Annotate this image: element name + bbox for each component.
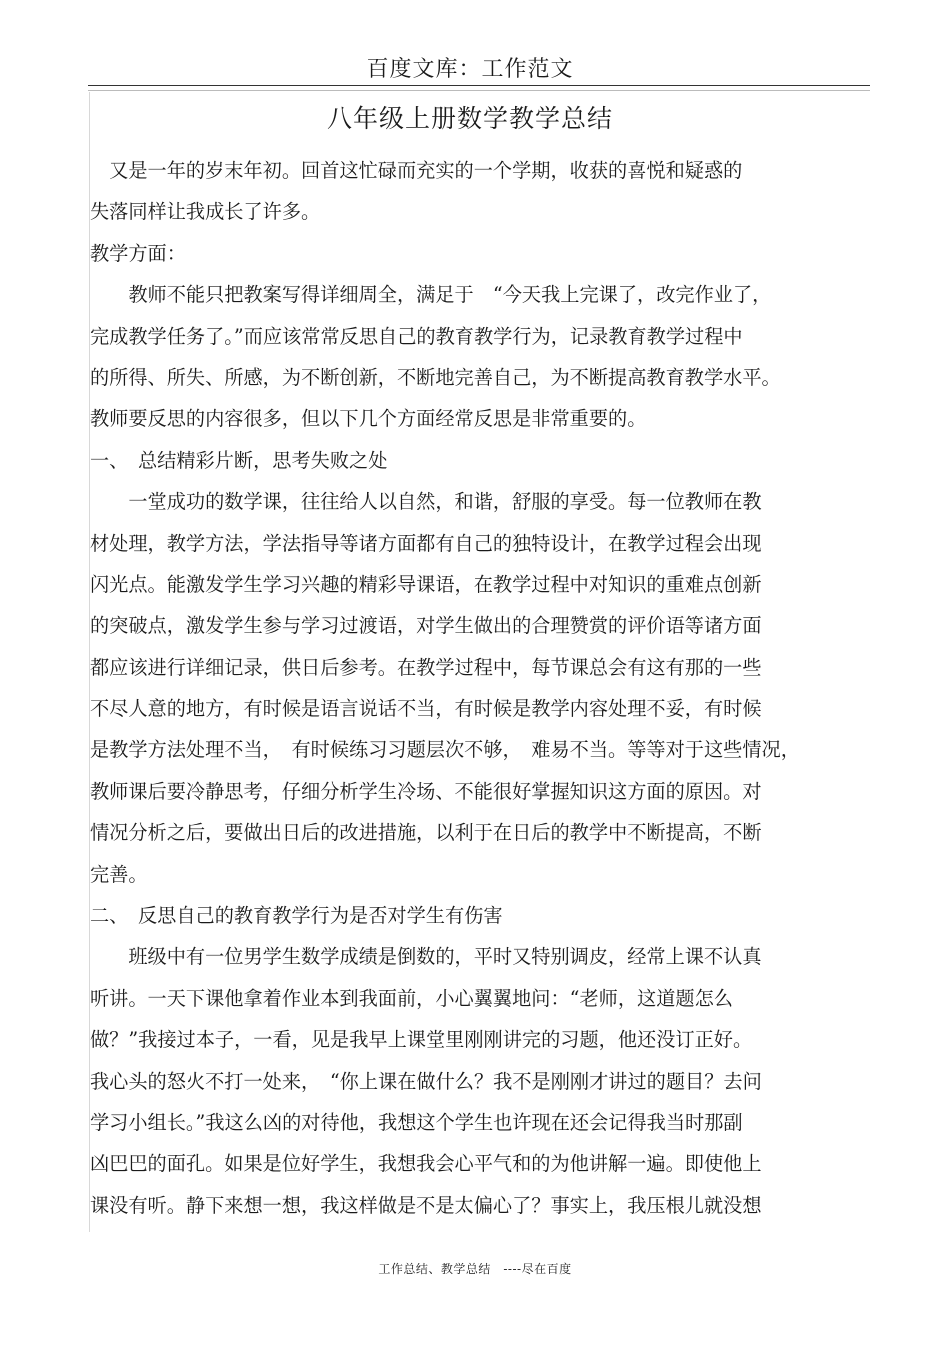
text-line: 做？”我接过本子，一看，见是我早上课堂里刚刚讲完的习题，他还没订正好。: [90, 1028, 753, 1052]
text-line: 凶巴巴的面孔。如果是位好学生，我想我会心平气和的为他讲解一遍。即使他上: [90, 1152, 762, 1176]
text-line: 不尽人意的地方，有时候是语言说话不当，有时候是教学内容处理不妥，有时候: [90, 697, 762, 721]
text-line: 的所得、所失、所感，为不断创新，不断地完善自己，为不断提高教育教学水平。: [90, 365, 781, 389]
text-line: 我心头的怒火不打一处来， “你上课在做什么？我不是刚刚才讲过的题目？去问: [90, 1069, 762, 1093]
text-line: 又是一年的岁末年初。回首这忙碌而充实的一个学期，收获的喜悦和疑惑的: [90, 159, 743, 182]
section-heading: 一、 总结精彩片断，思考失败之处: [90, 448, 388, 472]
page-header: 百度文库：工作范文: [366, 57, 574, 82]
text-line: 闪光点。能激发学生学习兴趣的精彩导课语，在教学过程中对知识的重难点创新: [90, 572, 762, 596]
section-heading: 二、 反思自己的教育教学行为是否对学生有伤害: [90, 904, 503, 928]
text-line: 教师课后要冷静思考，仔细分析学生冷场、不能很好掌握知识这方面的原因。对: [90, 779, 762, 803]
header-rule: [88, 85, 870, 86]
text-line: 的突破点，激发学生参与学习过渡语，对学生做出的合理赞赏的评价语等诸方面: [90, 614, 762, 638]
page-footer: 工作总结、教学总结 ----尽在百度: [378, 1262, 572, 1276]
section-label: 教学方面：: [90, 241, 186, 265]
text-line: 都应该进行详细记录，供日后参考。在教学过程中，每节课总会有这有那的一些: [90, 655, 762, 679]
text-line: 课没有听。静下来想一想，我这样做是不是太偏心了？事实上，我压根儿就没想: [90, 1193, 762, 1217]
text-line: 完成教学任务了。”而应该常常反思自己的教育教学行为，记录教育教学过程中: [90, 324, 743, 348]
text-line: 班级中有一位男学生数学成绩是倒数的，平时又特别调皮，经常上课不认真: [90, 945, 762, 969]
text-line: 教师要反思的内容很多，但以下几个方面经常反思是非常重要的。: [90, 407, 647, 431]
text-line: 完善。: [90, 862, 148, 886]
header-rule-thin: [88, 90, 870, 91]
text-line: 一堂成功的数学课，往往给人以自然，和谐，舒服的享受。每一位教师在教: [90, 490, 762, 514]
text-line: 是教学方法处理不当， 有时候练习习题层次不够， 难易不当。等等对于这些情况，: [90, 738, 800, 762]
text-line: 材处理，教学方法，学法指导等诸方面都有自己的独特设计，在教学过程会出现: [90, 531, 762, 555]
text-line: 学习小组长。”我这么凶的对待他，我想这个学生也许现在还会记得我当时那副: [90, 1110, 743, 1134]
document-title: 八年级上册数学教学总结: [326, 104, 613, 133]
document-body: [90, 150, 870, 1226]
text-line: 听讲。一天下课他拿着作业本到我面前，小心翼翼地问：“老师，这道题怎么: [90, 986, 733, 1010]
text-line: 情况分析之后，要做出日后的改进措施，以利于在日后的教学中不断提高，不断: [90, 821, 762, 845]
text-line: 教师不能只把教案写得详细周全，满足于 “今天我上完课了，改完作业了，: [90, 283, 772, 307]
text-line: 失落同样让我成长了许多。: [90, 200, 321, 224]
